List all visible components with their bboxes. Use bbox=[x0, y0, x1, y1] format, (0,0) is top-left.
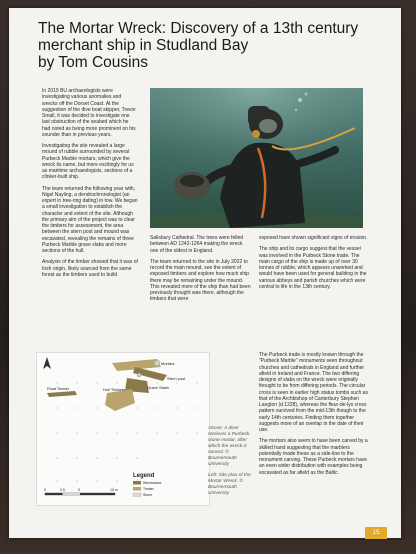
site-plan-drawing bbox=[37, 353, 209, 505]
scale-label-10: 10 m bbox=[110, 488, 118, 492]
text-column-2 bbox=[150, 235, 252, 308]
paragraph: exposed have shown significant signs of erosion. bbox=[259, 235, 368, 241]
diver-illustration bbox=[150, 88, 363, 228]
scale-label-2-5: 2.5 bbox=[60, 488, 65, 492]
legend-label-timber: Timber bbox=[143, 487, 154, 491]
label-stern-post: Stern post bbox=[167, 376, 186, 381]
paragraph: The team returned the following year with, Nigel Nayling, a dendrochronologist (an expert in tree-ring dating) in tow. We began a small investigation to establish the character and extent of the site. Although the primary aim of the project was to clear the timbers for assessment, the area between the stern post and mound was excavated, revealing the remains of three Purbeck Marble grave slabs and more sections of the hull. bbox=[42, 185, 138, 254]
text-column-3-lower bbox=[259, 352, 369, 481]
article-title bbox=[38, 20, 368, 71]
legend-title: Legend bbox=[133, 473, 155, 479]
figure-caption bbox=[208, 426, 255, 502]
float-timber bbox=[47, 391, 77, 397]
paragraph: In 2019 BU archaeologists were investigating various anomalies and wrecks off the Dorset Coast. At the suggestion of the dive boat skipper, Trevor Small, it was decided to investigate one last obstruction of the seabed which he had noted as being more prominent on his sounder than in previous years. bbox=[42, 88, 136, 138]
hull-timbers-area bbox=[105, 389, 135, 411]
caption-map: Left: Site plan of the Mortar Wreck. © Bournemouth University bbox=[208, 473, 251, 496]
text-column-1 bbox=[42, 88, 138, 283]
scale-bar bbox=[44, 488, 118, 495]
scale-label-5: 5 bbox=[78, 488, 80, 492]
legend-swatch-stone bbox=[133, 493, 141, 497]
paragraph: Analysis of the timber showed that it was of Irish origin, likely sourced from the same forest as the timbers used to build bbox=[42, 259, 138, 278]
title-line-2: merchant ship in Studland Bay bbox=[38, 37, 249, 54]
legend-label-stone: Stone bbox=[143, 493, 153, 497]
label-hull-timbers: Hull Timbers bbox=[103, 387, 126, 392]
diver-photo bbox=[150, 88, 363, 228]
label-grave-slabs: Grave Slabs bbox=[147, 385, 170, 390]
page-number: 15 bbox=[365, 527, 387, 539]
paragraph: Salisbury Cathedral. The trees were felled between AD 1242-1264 making the wreck one of the oldest in England. bbox=[150, 235, 244, 254]
label-mortars: Mortars bbox=[161, 361, 175, 366]
paragraph: Investigating the site revealed a large mound of rubble surrounded by several Purbeck Marble mortars, which give the wreck its name, but more excitingly for us as maritime archaeologists, sections of a clinker-built ship. bbox=[42, 143, 134, 181]
north-arrow-icon bbox=[43, 357, 51, 369]
paragraph: The Purbeck trade is mostly known through the "Purbeck Marble" monuments seen throughout churches and cathedrals in England and further afield in Ireland and France. The two differing designs of slabs on the wreck were originally thought to be from differing periods. The circular cross is seen in earlier high status tombs such as that of the Archbishop of Canterbury Stephen Langton (d.1228), whereas the fleur-de-lys cross pattern survived from the mid-13th though to the early 14th centuries. Finding them together suggests more of an overlap in the date of their use. bbox=[259, 352, 368, 433]
title-line-1: The Mortar Wreck: Discovery of a 13th century bbox=[38, 20, 359, 37]
paragraph: The mortars also seem to have been carved by a skilled hand suggesting that the marblers potentially made these as a side-line to the monument carving. These Purbeck mortars have an even wider distribution with examples being excavated as far afield as the Baltic. bbox=[259, 438, 368, 476]
legend-label-wreckstone: Wreckstone bbox=[143, 481, 162, 485]
caption-photo: Above: A diver retrieves a Purbeck stone mortar, after which the wreck is named. © Bournemouth University bbox=[208, 426, 250, 467]
map-legend bbox=[133, 473, 161, 497]
paragraph: The ship and its cargo suggest that the vessel was involved in the Purbeck Stone trade. The main cargo of the ship is made up of over 30 tonnes of rubble, which appears unworked and would have been used for general building in the various abbeys and parish churches which were central to life in the 13th century. bbox=[259, 246, 367, 290]
site-plan-map bbox=[36, 352, 210, 506]
legend-swatch-timber bbox=[133, 487, 141, 491]
scale-label-0: 0 bbox=[44, 488, 46, 492]
legend-swatch-wreckstone bbox=[133, 481, 141, 485]
text-column-3 bbox=[259, 235, 369, 295]
label-float-timber: Float Timber bbox=[47, 386, 70, 391]
title-byline: by Tom Cousins bbox=[38, 54, 148, 71]
paragraph: The team returned to the site in July 2022 to record the main mound, see the extent of exposed timbers and explore how much ship there may be remaining under the mound. This revealed more of the ship than had been previously thought was there, although the timbers that were bbox=[150, 258, 251, 303]
